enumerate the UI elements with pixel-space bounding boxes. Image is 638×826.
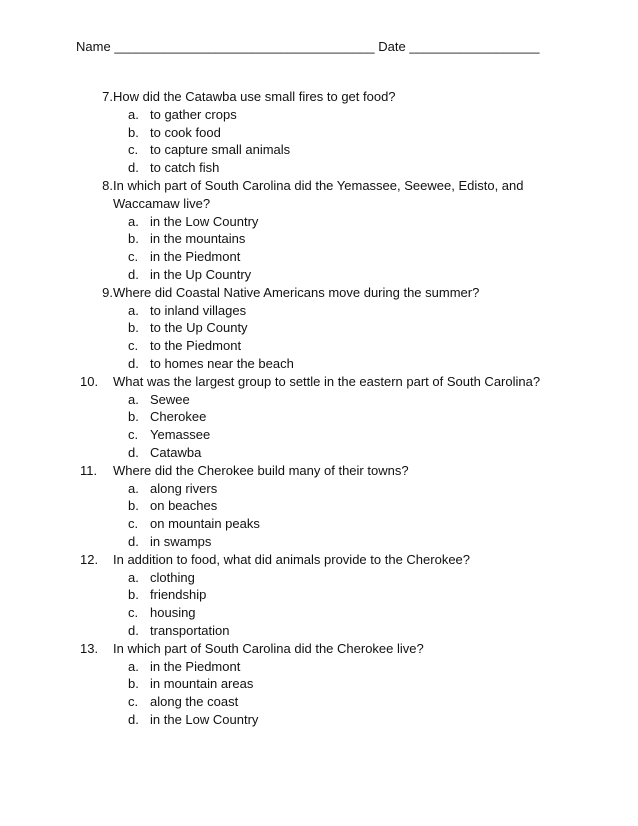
answer-text: Yemassee: [150, 427, 211, 443]
answer-option: [80, 426, 580, 444]
answer-text: to the Up County: [150, 320, 248, 336]
answer-text: clothing: [150, 569, 195, 585]
question-item: [80, 551, 580, 640]
answer-letter: b.: [128, 320, 139, 336]
answer-option: [80, 586, 580, 604]
name-label: Name: [76, 39, 111, 54]
question-list: [80, 88, 580, 729]
answer-option: [80, 658, 580, 676]
answer-text: Sewee: [150, 391, 190, 407]
answer-letter: b.: [128, 498, 139, 514]
answer-text: along rivers: [150, 480, 218, 496]
answer-text: to gather crops: [150, 106, 237, 122]
answer-text: Catawba: [150, 444, 202, 460]
answer-text: in the mountains: [150, 231, 246, 247]
name-blank-line: ____________________________________: [114, 39, 375, 54]
answer-option: [80, 106, 580, 124]
answer-text: in the Piedmont: [150, 249, 241, 265]
answer-option: [80, 569, 580, 587]
question-text: Where did the Cherokee build many of their towns?: [113, 462, 409, 478]
answer-option: [80, 622, 580, 640]
answer-text: to capture small animals: [150, 142, 291, 158]
answer-option: [80, 337, 580, 355]
answer-option: [80, 213, 580, 231]
answer-list: [80, 480, 580, 551]
answer-text: Cherokee: [150, 409, 207, 425]
answer-option: [80, 497, 580, 515]
question-number: 13.: [80, 640, 99, 656]
answer-text: friendship: [150, 587, 207, 603]
date-label: Date: [378, 39, 406, 54]
answer-list: [80, 658, 580, 729]
answer-letter: c.: [128, 142, 139, 158]
answer-text: in the Low Country: [150, 711, 259, 727]
question-item: [80, 462, 580, 551]
answer-option: [80, 711, 580, 729]
answer-letter: d.: [128, 533, 139, 549]
answer-text: transportation: [150, 622, 230, 638]
answer-letter: b.: [128, 676, 139, 692]
answer-text: to homes near the beach: [150, 355, 294, 371]
question-number: 7.: [102, 89, 113, 104]
answer-letter: d.: [128, 266, 139, 282]
answer-text: on beaches: [150, 498, 218, 514]
answer-letter: d.: [128, 355, 139, 371]
answer-letter: b.: [128, 409, 139, 425]
question-text: In which part of South Carolina did the Yemassee, Seewee, Edisto, and: [113, 177, 524, 193]
question-number: 12.: [80, 551, 99, 567]
question-text: In which part of South Carolina did the Cherokee live?: [113, 640, 424, 656]
answer-option: [80, 248, 580, 266]
answer-text: to inland villages: [150, 302, 247, 318]
question-line: [80, 551, 580, 569]
answer-letter: a.: [128, 480, 139, 496]
answer-option: [80, 408, 580, 426]
answer-letter: a.: [128, 391, 139, 407]
answer-text: in mountain areas: [150, 676, 254, 692]
answer-letter: d.: [128, 444, 139, 460]
name-date-header: [76, 38, 568, 56]
answer-letter: c.: [128, 516, 139, 532]
answer-text: in swamps: [150, 533, 212, 549]
date-blank-line: __________________: [409, 39, 540, 54]
answer-letter: d.: [128, 622, 139, 638]
answer-option: [80, 480, 580, 498]
answer-letter: c.: [128, 338, 139, 354]
answer-text: in the Piedmont: [150, 658, 241, 674]
answer-letter: d.: [128, 711, 139, 727]
question-number: 8.: [102, 177, 113, 193]
question-text: In addition to food, what did animals provide to the Cherokee?: [113, 551, 471, 567]
answer-option: [80, 355, 580, 373]
answer-list: [80, 106, 580, 177]
answer-text: along the coast: [150, 694, 239, 710]
answer-text: housing: [150, 605, 196, 621]
answer-letter: a.: [128, 302, 139, 318]
answer-option: [80, 675, 580, 693]
answer-option: [80, 391, 580, 409]
answer-option: [80, 124, 580, 142]
question-number: 9.: [102, 284, 113, 300]
answer-text: on mountain peaks: [150, 516, 260, 532]
answer-list: [80, 302, 580, 373]
answer-letter: a.: [128, 106, 139, 122]
answer-letter: b.: [128, 231, 139, 247]
question-item: [80, 373, 580, 462]
answer-option: [80, 515, 580, 533]
answer-letter: d.: [128, 160, 139, 176]
question-number: 11.: [80, 462, 98, 478]
question-item: [80, 640, 580, 729]
answer-letter: c.: [128, 694, 139, 710]
answer-letter: b.: [128, 587, 139, 603]
answer-option: [80, 302, 580, 320]
answer-option: [80, 693, 580, 711]
answer-option: [80, 533, 580, 551]
answer-option: [80, 604, 580, 622]
answer-option: [80, 444, 580, 462]
answer-option: [80, 230, 580, 248]
answer-letter: c.: [128, 249, 139, 265]
answer-letter: a.: [128, 569, 139, 585]
answer-option: [80, 319, 580, 337]
question-text: What was the largest group to settle in the eastern part of South Carolina?: [113, 373, 541, 389]
question-item: [80, 88, 580, 177]
answer-text: to catch fish: [150, 160, 220, 176]
answer-text: to cook food: [150, 124, 221, 140]
answer-option: [80, 266, 580, 284]
question-line: [80, 462, 580, 480]
answer-letter: a.: [128, 658, 139, 674]
question-text: How did the Catawba use small fires to get food?: [113, 89, 396, 104]
question-line: [80, 640, 580, 658]
answer-list: [80, 569, 580, 640]
answer-letter: c.: [128, 427, 139, 443]
question-line: [80, 177, 580, 195]
question-item: [80, 284, 580, 373]
answer-option: [80, 159, 580, 177]
answer-text: in the Low Country: [150, 213, 259, 229]
question-text-continued: Waccamaw live?: [113, 195, 211, 211]
question-line: [80, 88, 580, 106]
question-number: 10.: [80, 373, 99, 389]
question-line: [80, 284, 580, 302]
question-line: [80, 373, 580, 391]
answer-option: [80, 141, 580, 159]
answer-letter: a.: [128, 213, 139, 229]
answer-letter: c.: [128, 605, 139, 621]
answer-text: in the Up Country: [150, 266, 252, 282]
question-item: [80, 177, 580, 284]
answer-list: [80, 213, 580, 284]
answer-list: [80, 391, 580, 462]
question-text: Where did Coastal Native Americans move during the summer?: [113, 284, 480, 300]
answer-text: to the Piedmont: [150, 338, 242, 354]
answer-letter: b.: [128, 124, 139, 140]
